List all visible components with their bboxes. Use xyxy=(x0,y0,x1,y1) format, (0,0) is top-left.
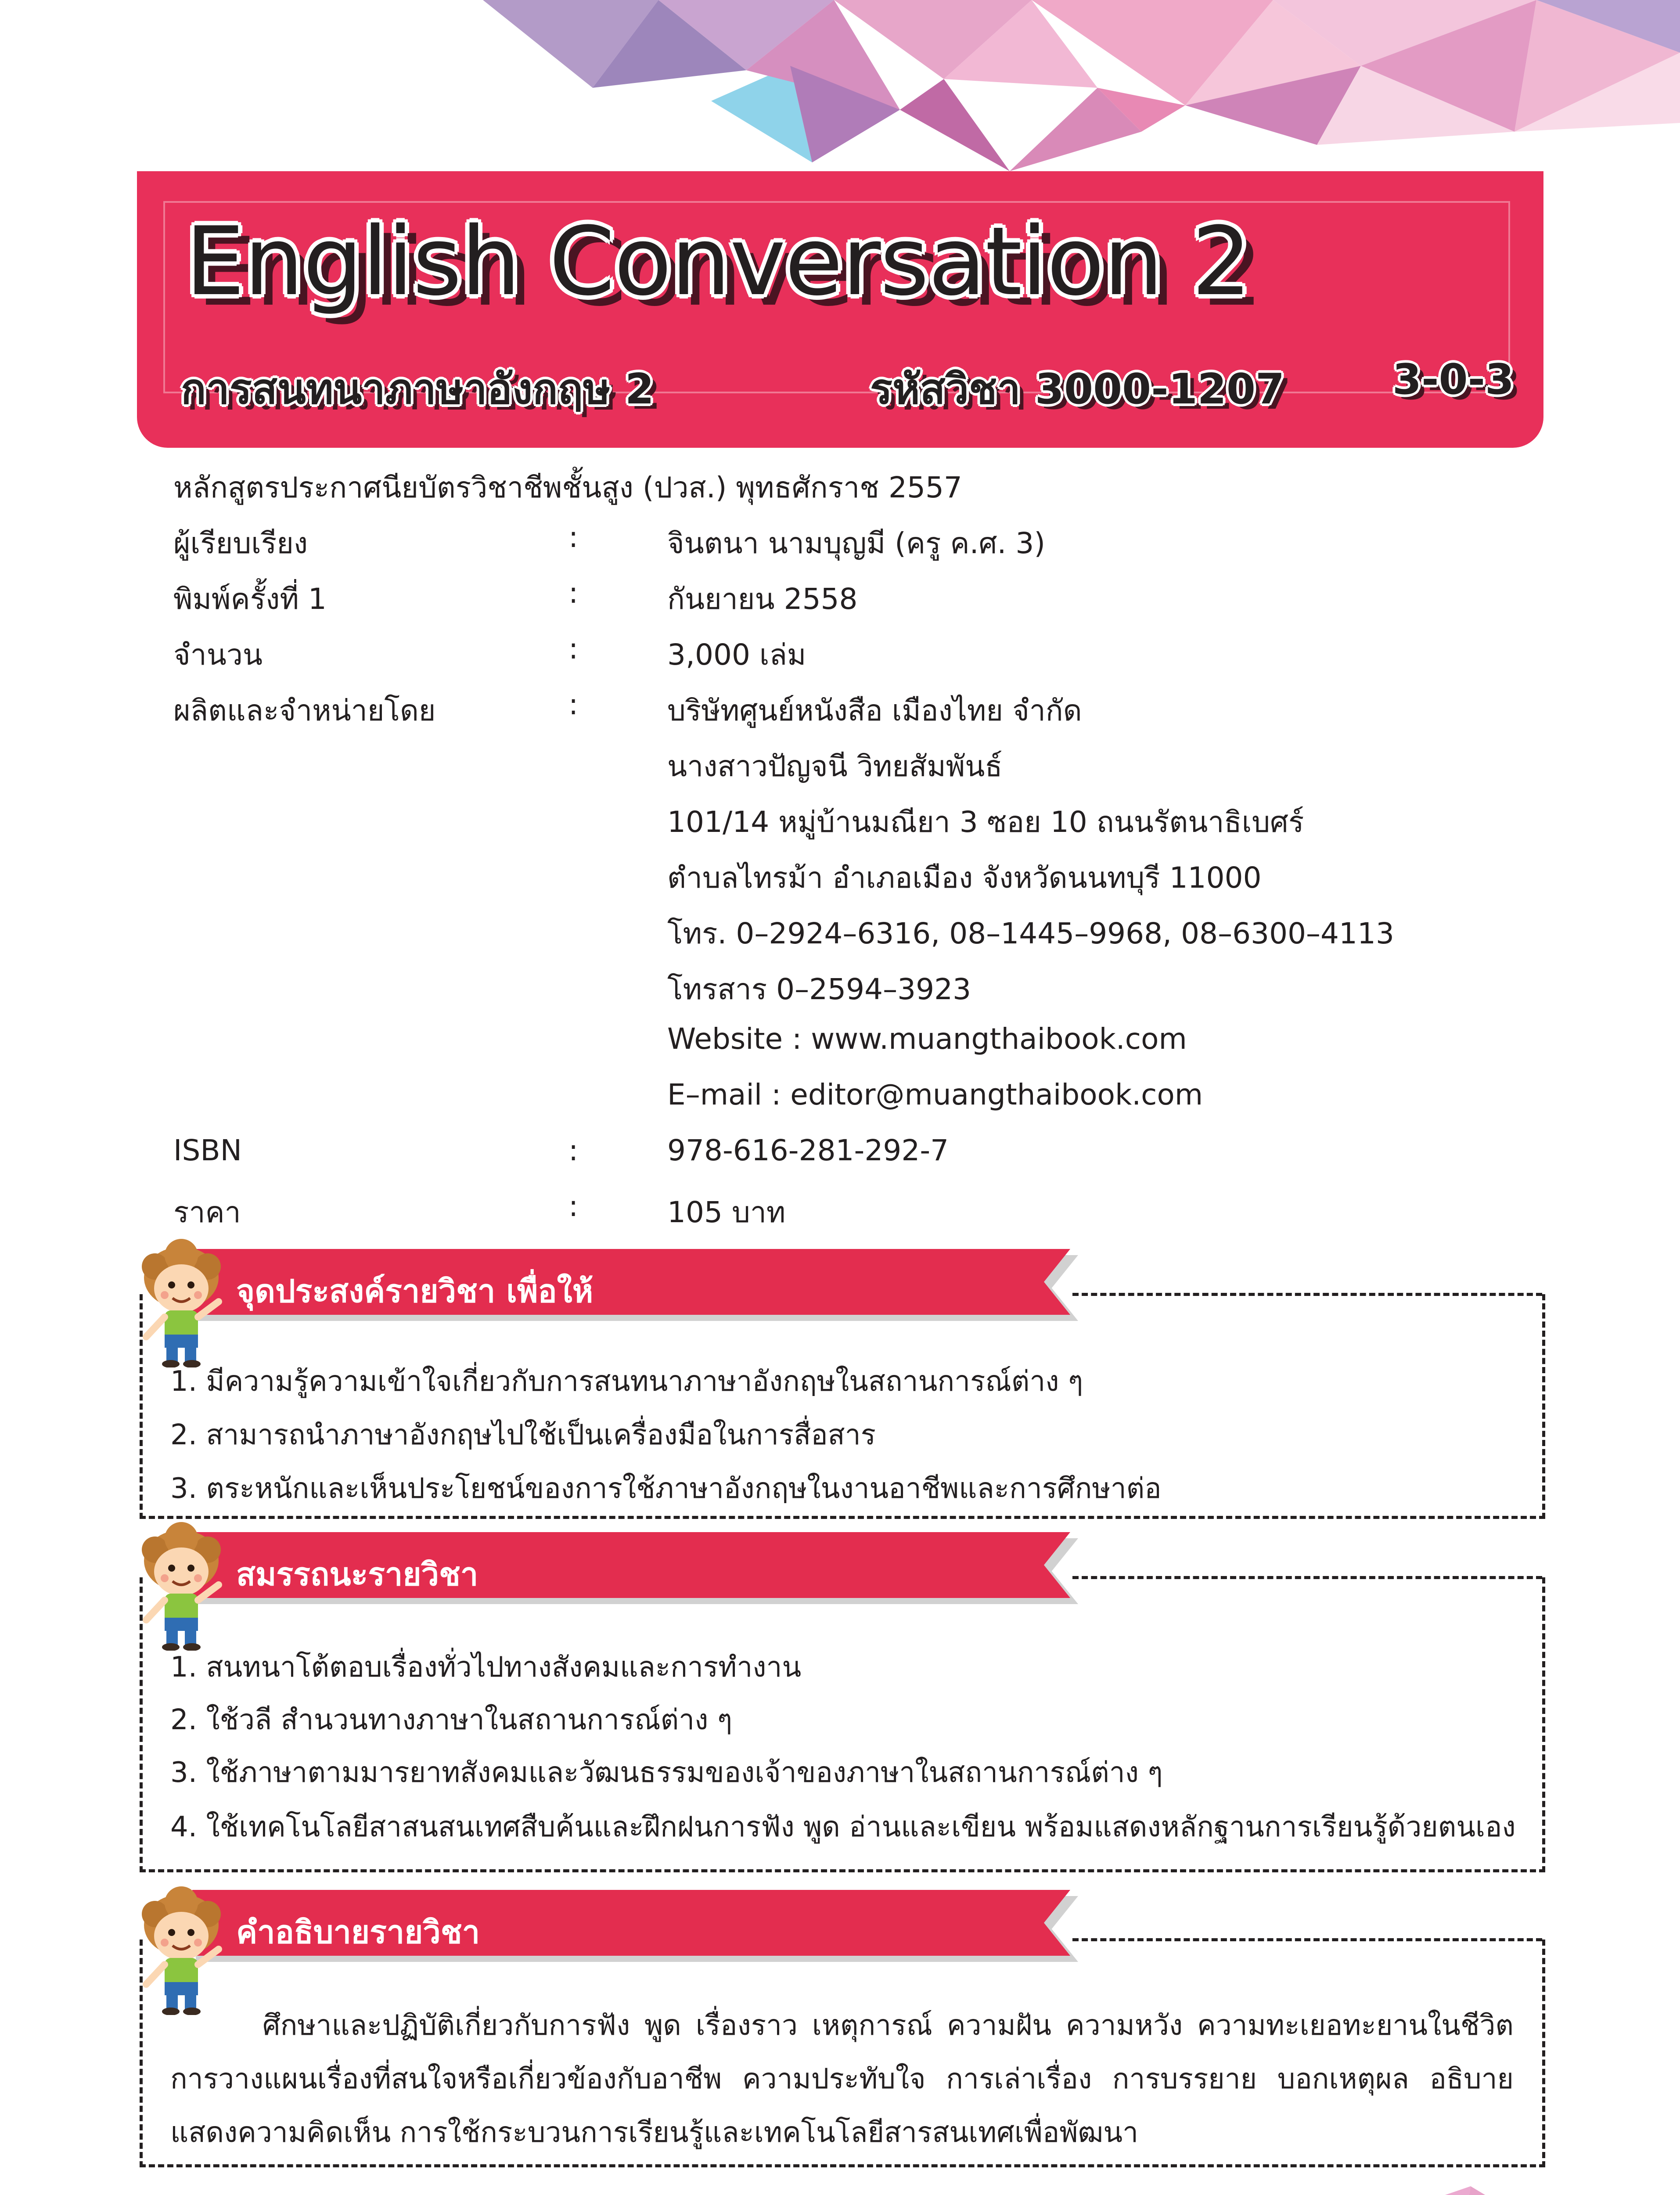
description-title: คำอธิบายรายวิชา xyxy=(236,1914,480,1950)
info-label: พิมพ์ครั้งที่ 1 xyxy=(173,582,327,616)
publisher-fax: โทรสาร 0–2594–3923 xyxy=(667,972,971,1006)
publisher-district: ตำบลไทรม้า อำเภอเมือง จังหวัดนนทบุรี 11000 xyxy=(667,861,1262,895)
course-credits: 3-0-3 xyxy=(1392,356,1515,404)
info-row xyxy=(173,683,1534,739)
objectives-title: จุดประสงค์รายวิชา เพื่อให้ xyxy=(236,1273,594,1310)
kid-mascot-icon xyxy=(135,1883,227,2015)
list-item: 2. สามารถนำภาษาอังกฤษไปใช้เป็นเครื่องมือในการสื่อสาร xyxy=(170,1419,876,1451)
list-item: 1. มีความรู้ความเข้าใจเกี่ยวกับการสนทนาภาษาอังกฤษในสถานการณ์ต่าง ๆ xyxy=(170,1365,1083,1398)
list-item: 2. ใช้วลี สำนวนทางภาษาในสถานการณ์ต่าง ๆ xyxy=(170,1704,733,1736)
info-separator: : xyxy=(568,687,579,721)
publisher-website[interactable]: Website : www.muangthaibook.com xyxy=(667,1022,1187,1056)
isbn-label: ISBN xyxy=(173,1133,242,1167)
info-value: จินตนา นามบุญมี (ครู ค.ศ. 3) xyxy=(667,526,1046,560)
course-code: รหัสวิชา 3000-1207 xyxy=(870,365,1285,414)
publisher-line xyxy=(173,850,1534,906)
list-item: 1. สนทนาโต้ตอบเรื่องทั่วไปทางสังคมและการทำงาน xyxy=(170,1651,802,1684)
info-row-isbn xyxy=(173,1129,1534,1185)
polygon-decoration-bottom xyxy=(0,2186,1680,2195)
info-row xyxy=(173,572,1534,627)
info-value: กันยายน 2558 xyxy=(667,582,858,616)
list-item: 3. ใช้ภาษาตามมารยาทสังคมและวัฒนธรรมของเจ้าของภาษาในสถานการณ์ต่าง ๆ xyxy=(170,1756,1163,1789)
info-value: 3,000 เล่ม xyxy=(667,638,806,672)
curriculum-text: หลักสูตรประกาศนียบัตรวิชาชีพชั้นสูง (ปวส.) พุทธศักราช 2557 xyxy=(173,471,962,504)
course-title-thai: การสนทนาภาษาอังกฤษ 2 xyxy=(181,365,654,414)
publication-info xyxy=(173,460,1534,1241)
info-separator: : xyxy=(568,1133,579,1167)
competencies-section xyxy=(140,1532,1541,1879)
course-title-english: English Conversation 2 xyxy=(185,206,1251,317)
isbn-value: 978-616-281-292-7 xyxy=(667,1133,949,1167)
publisher-address: 101/14 หมู่บ้านมณียา 3 ซอย 10 ถนนรัตนาธิเบศร์ xyxy=(667,805,1304,839)
info-curriculum-row xyxy=(173,460,1534,516)
publisher-line xyxy=(173,906,1534,962)
price-label: ราคา xyxy=(173,1195,241,1229)
list-item: 3. ตระหนักและเห็นประโยชน์ของการใช้ภาษาอังกฤษในงานอาชีพและการศึกษาต่อ xyxy=(170,1472,1162,1505)
info-label: จำนวน xyxy=(173,638,263,672)
info-separator: : xyxy=(568,576,579,610)
info-row-price xyxy=(173,1185,1534,1241)
kid-mascot-icon xyxy=(135,1236,227,1367)
description-text: ศึกษาและปฏิบัติเกี่ยวกับการฟัง พูด เรื่องราว เหตุการณ์ ความฝัน ความหวัง ความทะเยอทะยานในชีวิต การวางแผนเรื่องที่สนใจหรือเกี่ยวข้องกับอาชีพ ความประทับใจ การเล่าเรื่อง การบรรยาย บอกเหตุผล อธิบาย แสดงความคิดเห็น การใช้กระบวนการเรียนรู้และเทคโนโลยีสารสนเทศเพื่อพัฒนา xyxy=(170,2009,1514,2149)
publisher-line xyxy=(173,795,1534,850)
description-section xyxy=(140,1890,1541,2171)
publisher-email[interactable]: E–mail : editor@muangthaibook.com xyxy=(667,1078,1203,1112)
price-value: 105 บาท xyxy=(667,1195,786,1229)
objectives-section xyxy=(140,1249,1541,1521)
title-banner xyxy=(137,171,1543,448)
info-separator: : xyxy=(568,632,579,666)
publisher-line xyxy=(173,1073,1534,1129)
list-item: 4. ใช้เทคโนโลยีสาสนสนเทศสืบค้นและฝึกฝนการฟัง พูด อ่านและเขียน พร้อมแสดงหลักฐานการเรียนรู้ด้วยตนเอง xyxy=(170,1811,1516,1843)
kid-mascot-icon xyxy=(135,1519,227,1651)
info-label: ผู้เรียบเรียง xyxy=(173,526,308,560)
info-row xyxy=(173,627,1534,683)
publisher-line xyxy=(173,962,1534,1018)
polygon-decoration-top xyxy=(0,0,1680,176)
info-row xyxy=(173,516,1534,572)
publisher-line xyxy=(173,739,1534,795)
info-label: ผลิตและจำหน่ายโดย xyxy=(173,694,436,727)
publisher-phone: โทร. 0–2924–6316, 08–1445–9968, 08–6300–4113 xyxy=(667,917,1395,950)
competencies-title: สมรรถนะรายวิชา xyxy=(236,1556,478,1593)
info-value: บริษัทศูนย์หนังสือ เมืองไทย จำกัด xyxy=(667,694,1082,727)
publisher-contact: นางสาวปัญจนี วิทยสัมพันธ์ xyxy=(667,749,1003,783)
info-separator: : xyxy=(568,1189,579,1223)
publisher-line xyxy=(173,1018,1534,1073)
info-separator: : xyxy=(568,520,579,554)
